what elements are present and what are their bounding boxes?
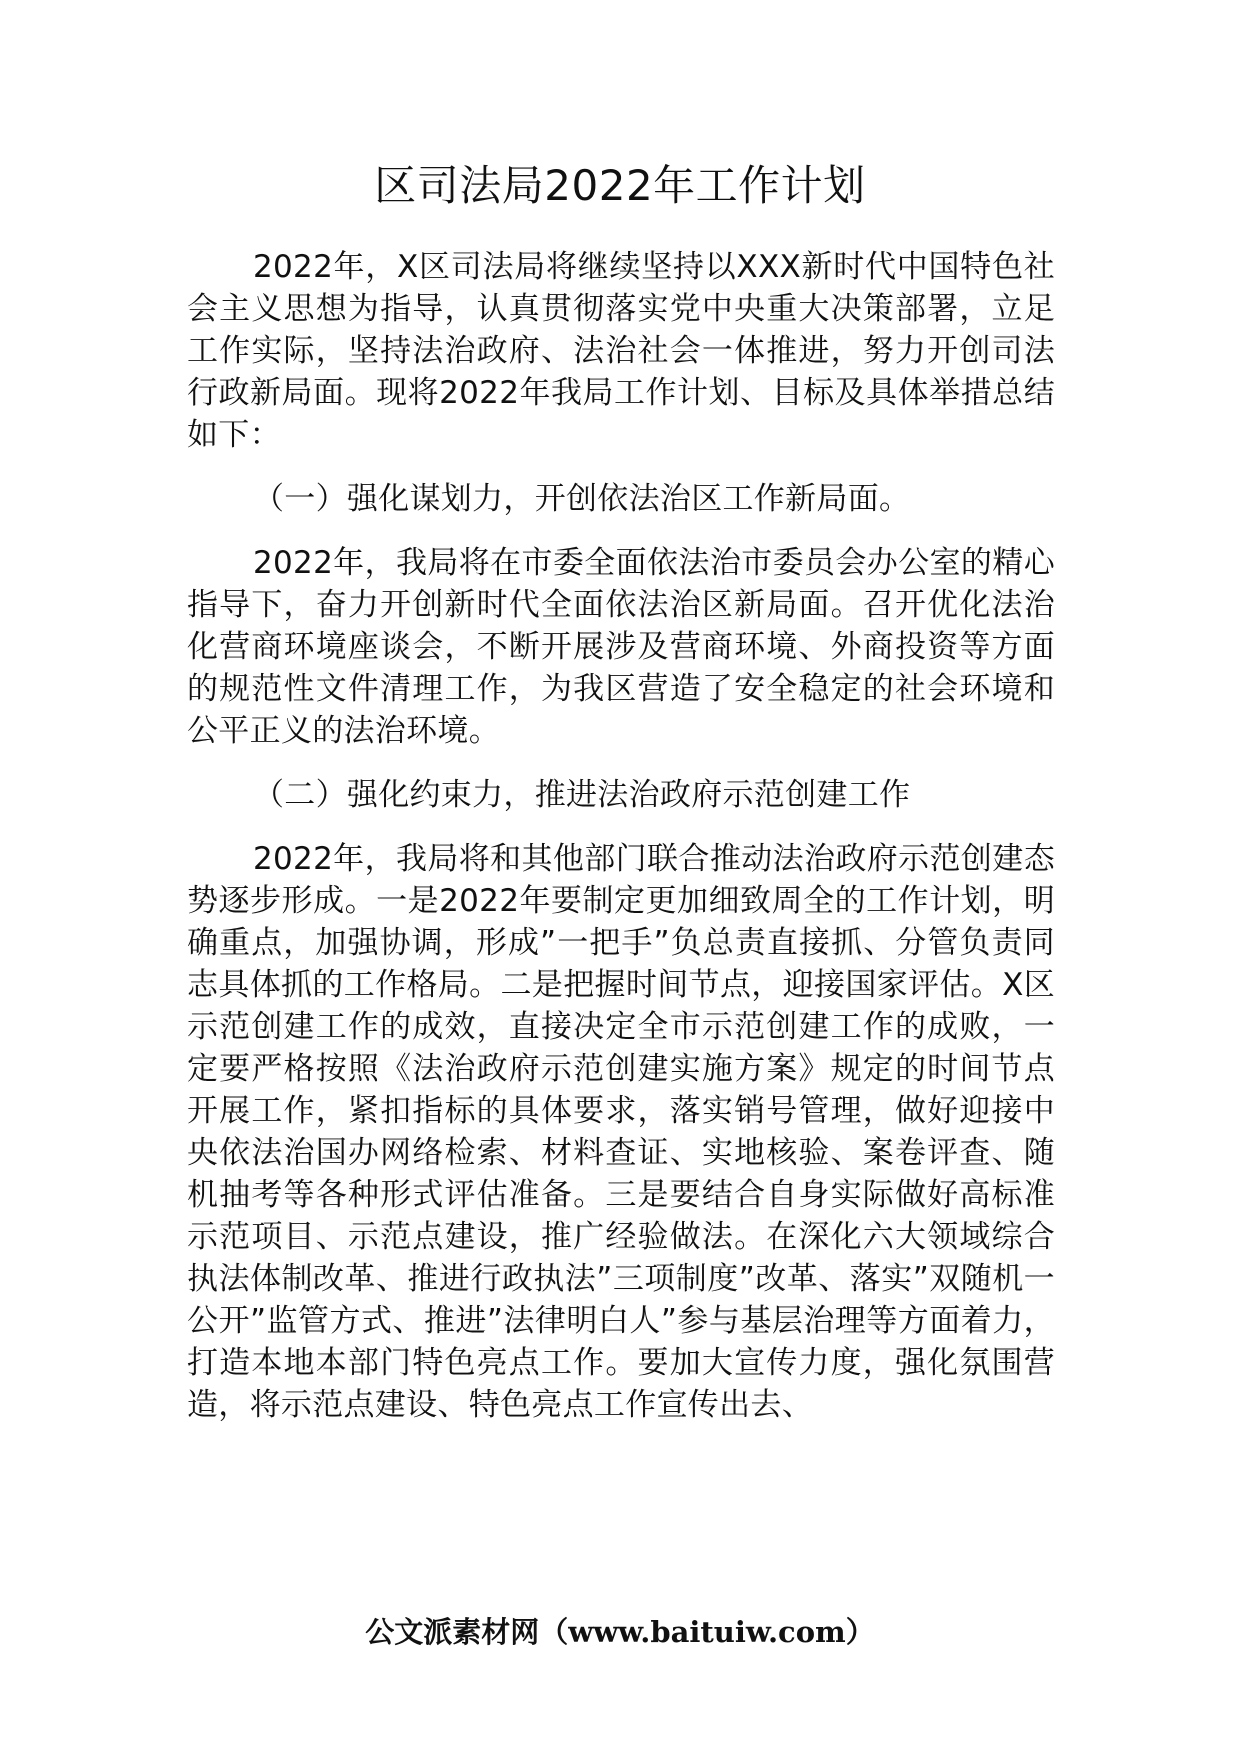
section-heading-2: （二）强化约束力，推进法治政府示范创建工作 (253, 777, 911, 813)
section-2-paragraph: 2022年，我局将和其他部门联合推动法治政府示范创建态势逐步形成。一是2022年要制定更加细致周全的工作计划，明确重点，加强协调，形成”一把手”负总责直接抓、分管负责同志具体抓的工作格局。二是把握时间节点，迎接国家评估。X区示范创建工作的成效，直接决定全市示范创建工作的成败，一定要严格按照《法治政府示范创建实施方案》规定的时间节点开展工作，紧扣指标的具体要求，落实销号管理，做好迎接中央依法治国办网络检索、材料查证、实地核验、案卷评查、随机抽考等各种形式评估准备。三是要结合自身实际做好高标准示范项目、示范点建设，推广经验做法。在深化六大领域综合执法体制改革、推进行政执法”三项制度”改革、落实”双随机一公开”监管方式、推进”法律明白人”参与基层治理等方面着力，打造本地本部门特色亮点工作。要加大宣传力度，强化氛围营造，将示范点建设、特色亮点工作宣传出去、 (187, 841, 1055, 1423)
footer-watermark: 公文派素材网（www.baituiw.com） (365, 1615, 875, 1649)
document-body (187, 246, 1055, 1426)
page-title: 区司法局2022年工作计划 (374, 161, 866, 210)
section-heading-1: （一）强化谋划力，开创依法治区工作新局面。 (253, 481, 911, 517)
intro-paragraph: 2022年，X区司法局将继续坚持以XXX新时代中国特色社会主义思想为指导，认真贯彻落实党中央重大决策部署，立足工作实际，坚持法治政府、法治社会一体推进，努力开创司法行政新局面。现将2022年我局工作计划、目标及具体举措总结如下： (187, 249, 1055, 453)
section-1-paragraph: 2022年，我局将在市委全面依法治市委员会办公室的精心指导下，奋力开创新时代全面依法治区新局面。召开优化法治化营商环境座谈会，不断开展涉及营商环境、外商投资等方面的规范性文件清理工作，为我区营造了安全稳定的社会环境和公平正义的法治环境。 (187, 545, 1055, 749)
